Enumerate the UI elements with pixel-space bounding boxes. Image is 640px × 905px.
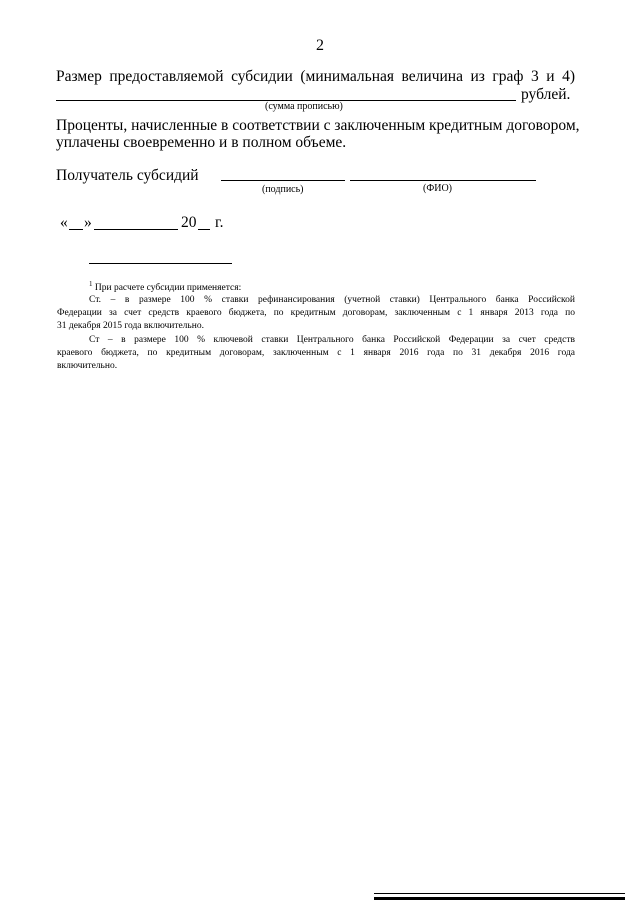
footnote-item-1-line3: 31 декабря 2015 года включительно. (57, 321, 204, 331)
footnote-item-2-line3: включительно. (57, 361, 118, 371)
page-number: 2 (316, 37, 324, 54)
subsidy-currency: рублей. (521, 86, 571, 103)
recipient-label: Получатель субсидий (56, 167, 199, 184)
date-year-prefix: 20 (181, 214, 197, 231)
full-name-line (350, 180, 536, 181)
date-day-blank (69, 229, 83, 230)
footnote-item-1-line2: Федерации за счет средств краевого бюджета, по кредитным договорам, заключенным с 1 января 2013 года по (57, 308, 575, 318)
signature-caption: (подпись) (262, 184, 304, 195)
subsidy-amount-caption: (сумма прописью) (265, 101, 343, 112)
bottom-scan-line (374, 897, 625, 900)
date-month-blank (94, 229, 178, 230)
footnote-marker: 1 (89, 279, 93, 288)
date-quote-open: « (60, 214, 68, 231)
footnote-item-2-line1: Ст – в размере 100 % ключевой ставки Центрального банка Российской Федерации за счет средств (89, 335, 575, 345)
footnote-item-2-line2: краевого бюджета, по кредитным договорам, заключенным с 1 января 2016 года по 31 декабря 2016 года (57, 348, 575, 358)
date-year-suffix: г. (215, 214, 224, 231)
signature-line (221, 180, 345, 181)
full-name-caption: (ФИО) (423, 183, 453, 194)
date-year-blank (198, 229, 210, 230)
footnote-intro-text: При расчете субсидии применяется: (94, 283, 242, 293)
date-quote-close: » (84, 214, 92, 231)
interest-statement-line2: уплачены своевременно и в полном объеме. (56, 134, 347, 151)
interest-statement-line1: Проценты, начисленные в соответствии с заключенным кредитным договором, (56, 117, 580, 134)
bottom-scan-line-thin (374, 893, 625, 894)
subsidy-amount-text: Размер предоставляемой субсидии (минимальная величина из граф 3 и 4) (56, 68, 575, 85)
footnote-separator (89, 263, 232, 264)
footnote-item-1-line1: Ст. – в размере 100 % ставки рефинансирования (учетной ставки) Центрального банка Российской (89, 295, 575, 305)
